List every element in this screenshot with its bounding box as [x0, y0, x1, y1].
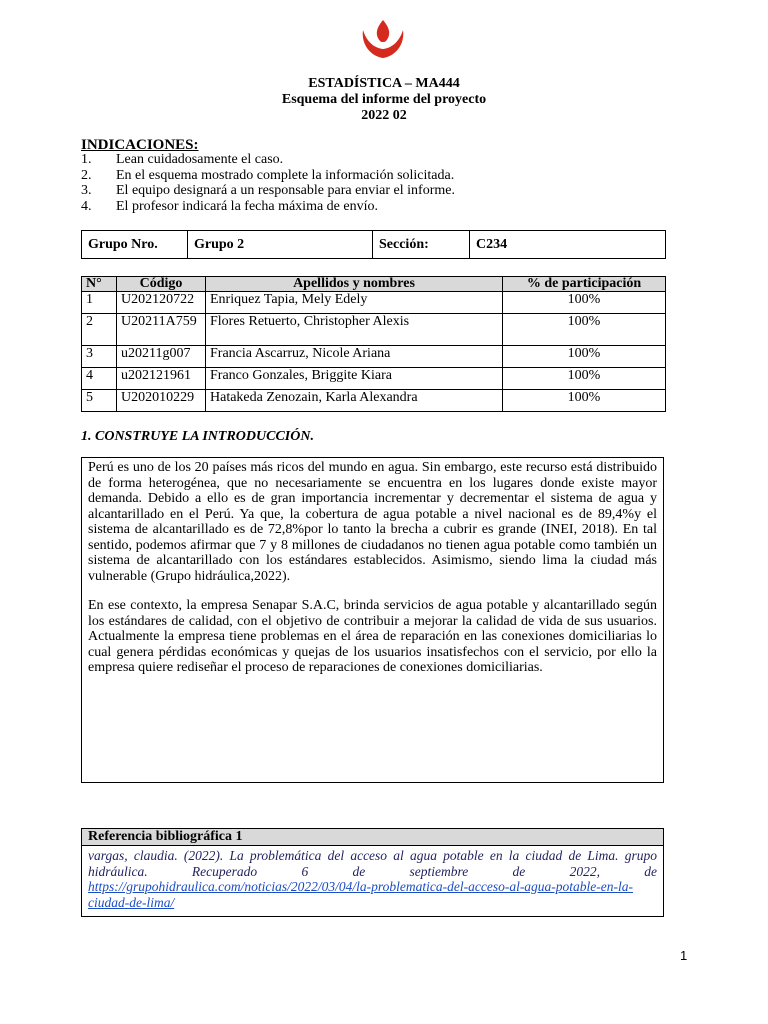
- upc-logo: [358, 18, 408, 62]
- cell-name: Francia Ascarruz, Nicole Ariana: [206, 346, 503, 368]
- cell-number: 4: [82, 368, 117, 390]
- reference-text: vargas, claudia. (2022). La problemática del acceso al agua potable en la ciudad de Lima. grupo hidráulica. Recuperado 6 de septiembre de 2022, de: [88, 848, 657, 879]
- cell-code: U20211A759: [117, 314, 206, 346]
- cell-participation: 100%: [503, 292, 666, 314]
- cell-participation: 100%: [503, 368, 666, 390]
- table-row: [82, 390, 666, 412]
- group-info-table: [81, 230, 666, 259]
- cell-participation: 100%: [503, 346, 666, 368]
- cell-number: 5: [82, 390, 117, 412]
- cell-name: Flores Retuerto, Christopher Alexis: [206, 314, 503, 346]
- reference-link[interactable]: https://grupohidraulica.com/noticias/2022/03/04/la-problematica-del-acceso-al-agua-potable-en-la-ciudad-de-lima/: [88, 879, 634, 910]
- cell-code: u202121961: [117, 368, 206, 390]
- cell-name: Enriquez Tapia, Mely Edely: [206, 292, 503, 314]
- cell-code: U202010229: [117, 390, 206, 412]
- section-title-introduction: 1. CONSTRUYE LA INTRODUCCIÓN.: [81, 429, 314, 444]
- section-label: Sección:: [373, 231, 470, 259]
- col-header-participation: % de participación: [503, 277, 666, 292]
- cell-name: Hatakeda Zenozain, Karla Alexandra: [206, 390, 503, 412]
- table-row: [82, 292, 666, 314]
- cell-participation: 100%: [503, 390, 666, 412]
- document-subtitle: Esquema del informe del proyecto: [281, 92, 487, 107]
- col-header-code: Código: [117, 277, 206, 292]
- cell-number: 3: [82, 346, 117, 368]
- table-row: [82, 346, 666, 368]
- cell-number: 1: [82, 292, 117, 314]
- col-header-name: Apellidos y nombres: [206, 277, 503, 292]
- group-value: Grupo 2: [188, 231, 373, 259]
- intro-paragraph: En ese contexto, la empresa Senapar S.A.C, brinda servicios de agua potable y alcantarillado según los estándares de calidad, con el objetivo de contribuir a mejorar la calidad de vida de sus usuarios. Actualmente la empresa tiene problemas en el área de reparación en las conexiones domiciliarias lo cual genera pérdidas económicas y quejas de los usuarios insatisfechos con el servicio, por ello la empresa quiere rediseñar el proceso de reparaciones de conexiones domiciliarias.: [88, 598, 657, 675]
- table-row: [82, 314, 666, 346]
- section-value: C234: [470, 231, 666, 259]
- term-label: 2022 02: [361, 108, 407, 123]
- reference-box: [81, 828, 664, 917]
- reference-title: Referencia bibliográfica 1: [82, 829, 663, 846]
- list-item: 1. Lean cuidadosamente el caso.: [81, 152, 284, 167]
- members-table: [81, 276, 666, 412]
- introduction-box: [81, 457, 664, 783]
- indications-title: INDICACIONES:: [81, 137, 199, 153]
- cell-number: 2: [82, 314, 117, 346]
- indications-list: [81, 152, 455, 214]
- course-title: ESTADÍSTICA – MA444: [308, 76, 460, 91]
- col-header-number: N°: [82, 277, 117, 292]
- page-number: 1: [680, 948, 688, 963]
- cell-name: Franco Gonzales, Briggite Kiara: [206, 368, 503, 390]
- intro-paragraph: Perú es uno de los 20 países más ricos del mundo en agua. Sin embargo, este recurso está distribuido de forma heterogénea, que no necesariamente se encuentra en los lugares donde existe mayor demanda. Debido a ello es de gran importancia incrementar y decrementar el sistema de agua y alcantarillado en el Perú. Ya que, la cobertura de agua potable a nivel nacional es de 89,4%y el sistema de alcantarillado es de 72,8%por lo tanto la brecha a cubrir es grande (INEI, 2018). En tal sentido, podemos afirmar que 7 y 8 millones de ciudadanos no tienen agua potable como también un sistema de alcantarillado con los estándares establecidos. Asimismo, siendo lima la ciudad más vulnerable (Grupo hidráulica,2022).: [88, 460, 657, 584]
- list-item: 2. En el esquema mostrado complete la información solicitada.: [81, 167, 455, 183]
- list-item: 4. El profesor indicará la fecha máxima de envío.: [81, 198, 378, 214]
- list-item: 3. El equipo designará a un responsable para enviar el informe.: [81, 183, 455, 198]
- document-header: [0, 76, 768, 124]
- cell-participation: 100%: [503, 314, 666, 346]
- reference-body: [82, 846, 663, 916]
- cell-code: U202120722: [117, 292, 206, 314]
- table-row: [82, 368, 666, 390]
- group-label: Grupo Nro.: [82, 231, 188, 259]
- table-header-row: [82, 277, 666, 292]
- cell-code: u20211g007: [117, 346, 206, 368]
